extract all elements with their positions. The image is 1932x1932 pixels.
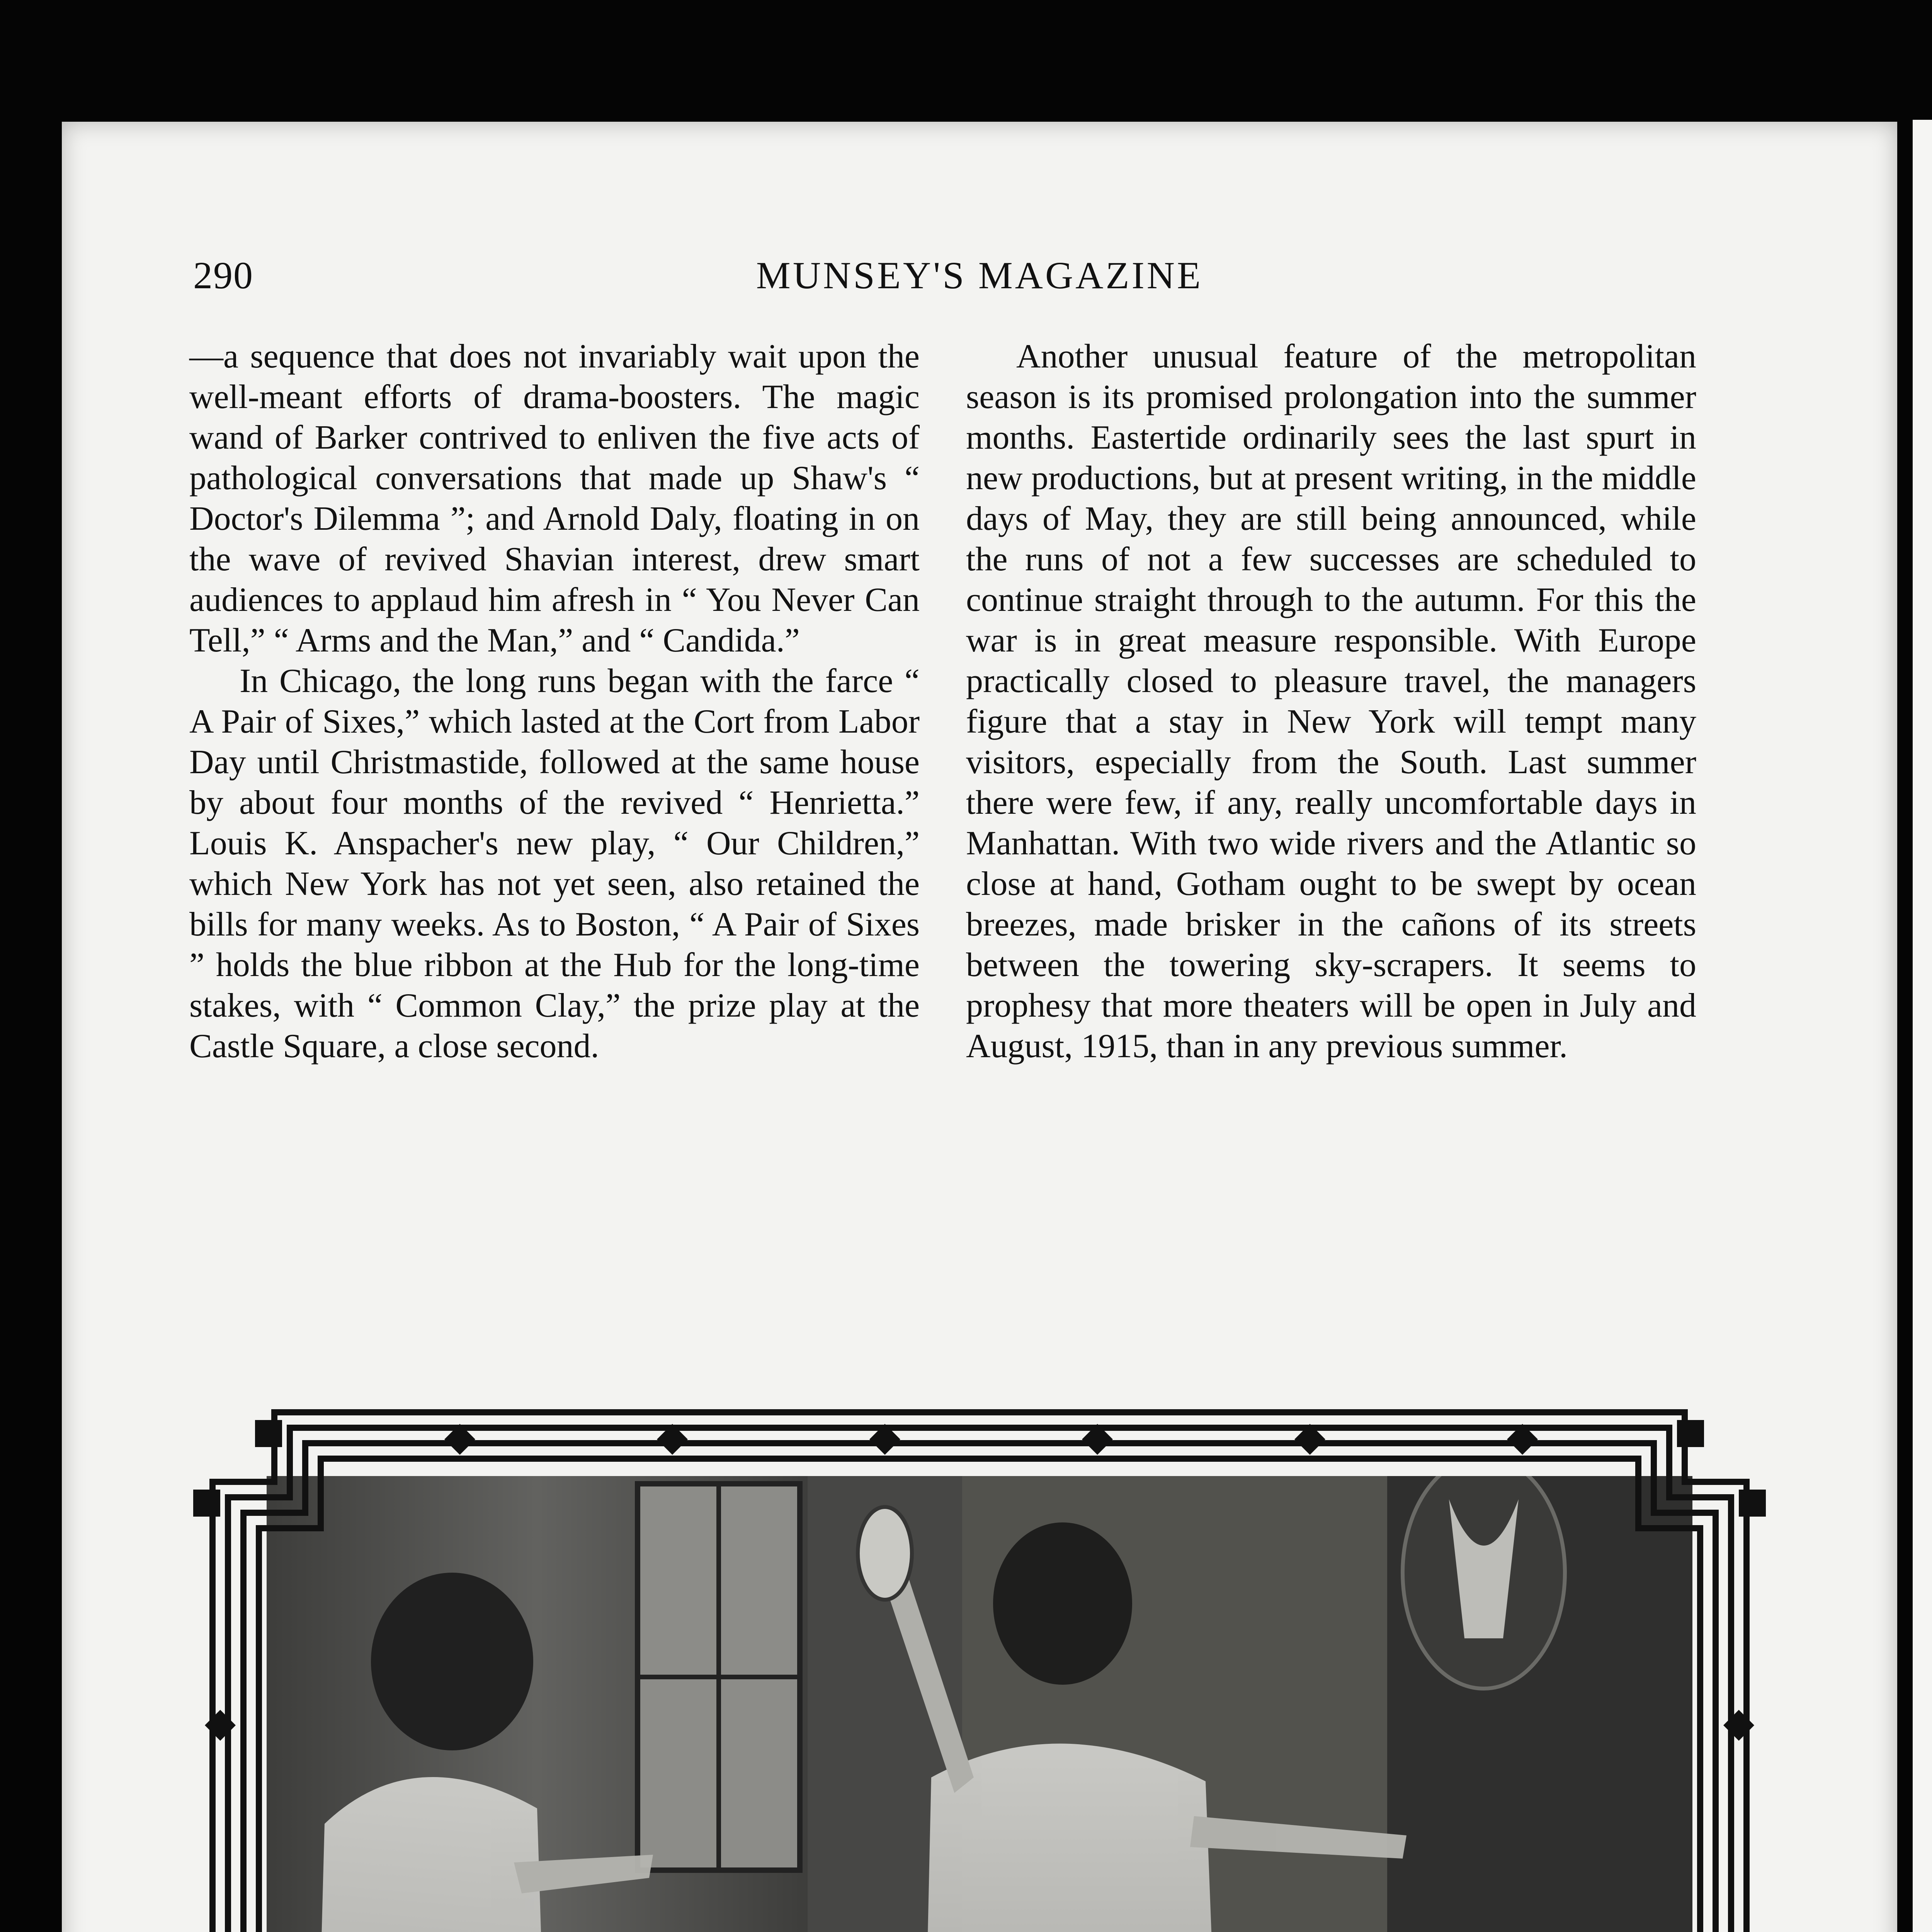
adjacent-page-edge — [1913, 120, 1932, 1932]
magazine-page — [62, 122, 1897, 1932]
magazine-title: MUNSEY'S MAGAZINE — [756, 254, 1203, 297]
decorative-border — [185, 1401, 1774, 1932]
page-header — [62, 253, 1897, 315]
left-paragraph-2: In Chicago, the long runs began with the farce “ A Pair of Sixes,” which lasted at the Cort from Labor Day until Christmastide, followed at the same house by about four months of the revived “ Henrietta.” Louis K. Anspacher's new play, “ Our Children,” which New York has not yet seen, also retained the bills for many weeks. As to Boston, “ A Pair of Sixes ” holds the blue ribbon at the Hub for the long-time stakes, with “ Common Clay,” the prize play at the Castle Square, a close second. — [189, 662, 920, 1065]
photo-figure — [185, 1401, 1774, 1932]
article-columns — [189, 336, 1774, 1372]
left-column — [189, 336, 920, 1066]
right-paragraph-1: Another unusual feature of the metropolitan season is its promised prolongation into the summer months. Eastertide ordinarily sees the last spurt in new productions, but at present writing, in the middle days of May, they are still being announced, while the runs of not a few successes are scheduled to continue straight through to the autumn. For this the war is in great measure responsible. With Europe practically closed to pleasure travel, the managers figure that a stay in New York will tempt many visitors, especially from the South. Last summer there were few, if any, really uncomfortable days in Manhattan. With two wide rivers and the Atlantic so close at hand, Gotham ought to be swept by ocean breezes, made brisker in the cañons of its streets between the towering sky-scrapers. It seems to prophesy that more theaters will be open in July and August, 1915, than in any previous summer. — [966, 338, 1696, 1065]
left-paragraph-1: —a sequence that does not invariably wait upon the well-meant efforts of drama-boosters. The magic wand of Barker contrived to enliven the five acts of pathological conversations that made up Shaw's “ Doctor's Dilemma ”; and Arnold Daly, floating in on the wave of revived Shavian interest, drew smart audiences to applaud him afresh in “ You Never Can Tell,” “ Arms and the Man,” and “ Candida.” — [189, 338, 920, 659]
right-column — [966, 336, 1696, 1066]
page-number: 290 — [193, 254, 253, 297]
